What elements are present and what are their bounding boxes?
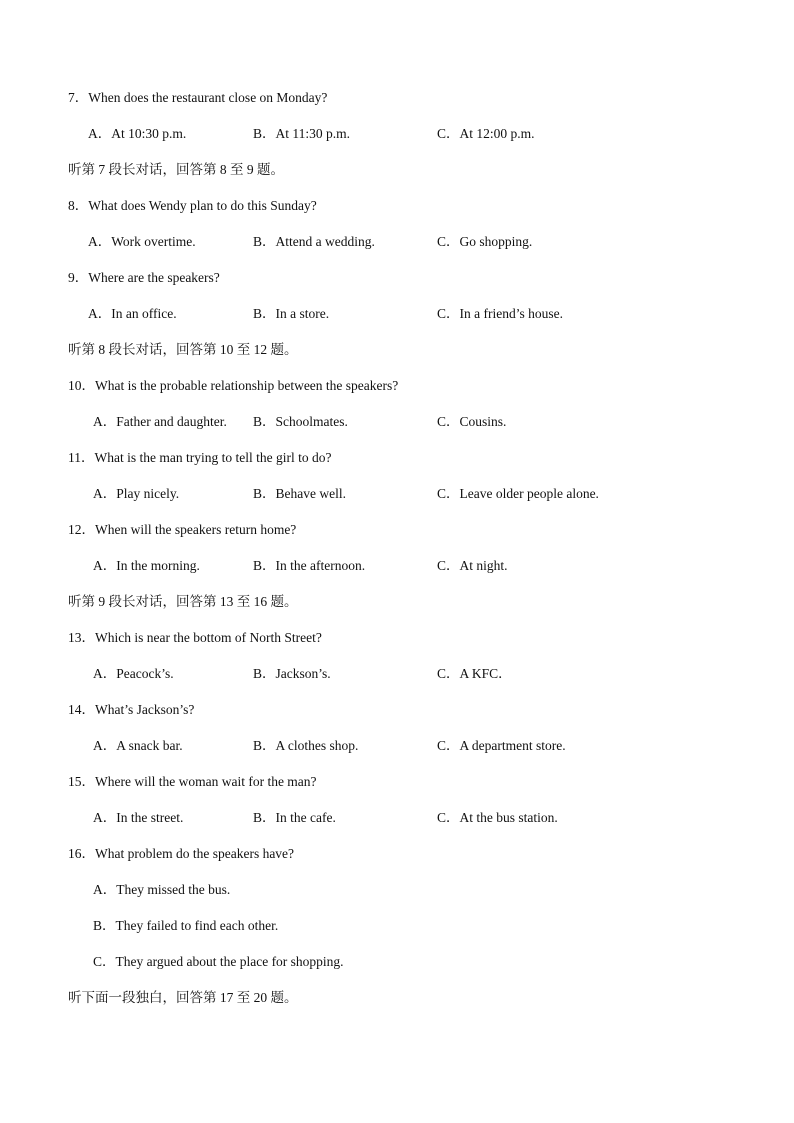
option-16a: A．They missed the bus. [93,882,231,897]
option-16c: C．They argued about the place for shopping. [93,954,344,969]
option-11b: B．Behave well. [253,486,346,501]
option-11c: C．Leave older people alone. [437,486,599,501]
option-9c: C．In a friend’s house. [437,306,563,321]
question-15: 15．Where will the woman wait for the man? [68,774,317,789]
option-7b: B．At 11:30 p.m. [253,126,351,141]
section-heading-8: 听第 8 段长对话，回答第 10 至 12 题。 [68,342,298,357]
option-15a: A．In the street. [93,810,184,825]
option-15c: C．At the bus station. [437,810,558,825]
question-12: 12．When will the speakers return home? [68,522,297,537]
option-8c: C．Go shopping. [437,234,533,249]
option-12a: A．In the morning. [93,558,200,573]
question-16: 16．What problem do the speakers have? [68,846,295,861]
option-13a: A．Peacock’s. [93,666,174,681]
option-14a: A．A snack bar. [93,738,183,753]
section-heading-monologue: 听下面一段独白，回答第 17 至 20 题。 [68,990,298,1005]
option-11a: A．Play nicely. [93,486,180,501]
option-8b: B．Attend a wedding. [253,234,375,249]
question-14: 14．What’s Jackson’s? [68,702,195,717]
option-9b: B．In a store. [253,306,330,321]
option-7c: C．At 12:00 p.m. [437,126,535,141]
question-13: 13．Which is near the bottom of North Street? [68,630,322,645]
option-12c: C．At night. [437,558,508,573]
option-10b: B．Schoolmates. [253,414,348,429]
option-8a: A．Work overtime. [88,234,196,249]
option-13b: B．Jackson’s. [253,666,331,681]
option-15b: B．In the cafe. [253,810,336,825]
question-11: 11．What is the man trying to tell the girl to do? [68,450,332,465]
option-10a: A．Father and daughter. [93,414,227,429]
question-9: 9．Where are the speakers? [68,270,220,285]
option-14c: C．A department store. [437,738,566,753]
option-7a: A．At 10:30 p.m. [88,126,187,141]
question-7: 7．When does the restaurant close on Monday? [68,90,328,105]
question-8: 8．What does Wendy plan to do this Sunday? [68,198,317,213]
section-heading-9: 听第 9 段长对话，回答第 13 至 16 题。 [68,594,298,609]
section-heading-7: 听第 7 段长对话，回答第 8 至 9 题。 [68,162,284,177]
option-14b: B．A clothes shop. [253,738,359,753]
option-12b: B．In the afternoon. [253,558,366,573]
option-16b: B．They failed to find each other. [93,918,279,933]
option-13c: C．A KFC． [437,666,512,681]
question-10: 10．What is the probable relationship between the speakers? [68,378,399,393]
option-10c: C．Cousins. [437,414,507,429]
option-9a: A．In an office. [88,306,177,321]
